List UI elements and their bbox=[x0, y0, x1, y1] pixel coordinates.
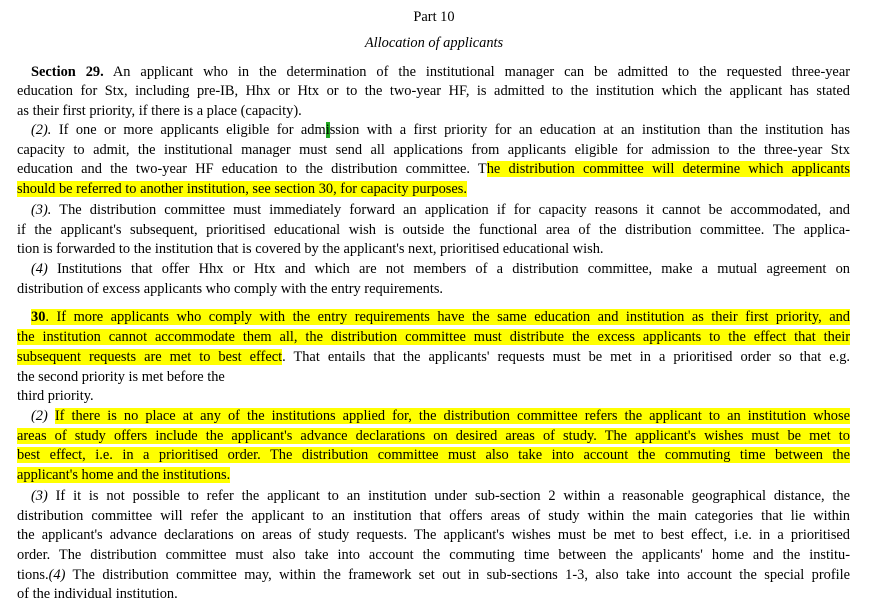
section30-p3-line-1 bbox=[31, 487, 850, 506]
section30-p3-l5a: tions. bbox=[17, 567, 49, 583]
section30-p1-l3b: . That entails that the applicants' requests must be met in a prioritised order so that e.g. bbox=[282, 349, 851, 365]
highlight-29-2a: he distribution committee will determine which applicants bbox=[486, 161, 850, 177]
section30-line-3 bbox=[17, 348, 850, 367]
section29-line-2: education for Stx, including pre-IB, Hhx or Htx or to the two-year HF, is admitted to the institution which the applicant has stated bbox=[17, 83, 850, 99]
section29-p4-line-1 bbox=[31, 260, 850, 279]
section29-p2-line-4 bbox=[17, 180, 467, 199]
highlight-30-2c: best effect, i.e. in a prioritised order. The distribution committee must also take into account the commuting time between the bbox=[17, 447, 850, 463]
section30-line-2 bbox=[17, 328, 850, 347]
section30-p2-line-1 bbox=[31, 407, 850, 426]
section30-p3-line-5 bbox=[17, 566, 850, 585]
section30-p2-line-4 bbox=[17, 466, 230, 485]
section30-line-5: third priority. bbox=[17, 388, 94, 404]
section29-p3-num: (3). bbox=[31, 202, 52, 218]
section29-p2-line-1 bbox=[31, 121, 850, 140]
part-subtitle-text: Allocation of applicants bbox=[364, 35, 504, 51]
section30-p3-line-6: of the individual institution. bbox=[17, 586, 178, 602]
section30-line-1 bbox=[31, 308, 850, 327]
section30-line-4: the second priority is met before the bbox=[17, 369, 225, 385]
section30-p2-num: (2) bbox=[31, 408, 48, 424]
section29-p3-line-1 bbox=[31, 201, 850, 220]
section30-p3-line-3: the applicant's advance declarations on areas of study requests. The applicant's wishes must be met to best effect, i.e. in a prioritised bbox=[17, 527, 850, 543]
section29-p2-line-3 bbox=[17, 160, 850, 179]
highlight-29-2b: should be referred to another institution, see section 30, for capacity purposes. bbox=[17, 181, 467, 197]
section30-p2-line-3 bbox=[17, 446, 850, 465]
section30-p2-line-2 bbox=[17, 427, 850, 446]
section29-p3-line-2: if the applicant's subsequent, prioritised educational wish is outside the functional area of the distribution committee. The applica- bbox=[17, 222, 850, 238]
section30-p3-line-4: order. The distribution committee must also take into account the commuting time between the applicants' home and the institu- bbox=[17, 547, 850, 563]
section29-p4-num: (4) bbox=[31, 261, 48, 277]
part-heading: Part 10 bbox=[413, 9, 455, 25]
highlight-30-2d: applicant's home and the institutions. bbox=[17, 467, 231, 483]
section29-line-3: as their first priority, if there is a place (capacity). bbox=[17, 103, 302, 119]
highlight-30-2a: If there is no place at any of the institutions applied for, the distribution committee refers the applicant to an institution whose bbox=[54, 408, 850, 424]
section29-p1-l1: An applicant who in the determination of the institutional manager can be admitted to the requested three-year bbox=[112, 64, 850, 80]
section30-p3-l1: If it is not possible to refer the applicant to an institution under sub-section 2 within a reasonable geographical distance, the bbox=[55, 488, 850, 504]
highlight-30-1a: . If more applicants who comply with the entry requirements have the same education and institution as their first priority, and bbox=[45, 309, 850, 325]
section29-p3-l1: The distribution committee must immediately forward an application if for capacity reasons it cannot be accommodated, and bbox=[59, 202, 850, 218]
section30-p3-line-2: distribution committee will refer the applicant to an institution that offers areas of study within the main categories that lie within bbox=[17, 508, 850, 524]
section29-p2-l1b: ssion with a first priority for an education at an institution than the institution has bbox=[329, 122, 850, 138]
section29-p4-line-2: distribution of excess applicants who comply with the entry requirements. bbox=[17, 281, 444, 297]
section29-p2-line-2: capacity to admit, the institutional manager must send all applications from applicants eligible for admission to the three-year Stx bbox=[17, 142, 850, 158]
section29-p4-l1: Institutions that offer Hhx or Htx and which are not members of a distribution committee, make a mutual agreement on bbox=[57, 261, 850, 277]
section30-p3-num: (3) bbox=[31, 488, 48, 504]
section29-p2-l3a: education and the two-year HF education to the distribution committee. T bbox=[17, 161, 487, 177]
section30-p4-num: (4) bbox=[48, 567, 66, 583]
part-subtitle bbox=[0, 35, 868, 52]
section30-p3-l5b: The distribution committee may, within the framework set out in sub-sections 1-3, also take into account the special profile bbox=[72, 567, 850, 583]
section29-line-1 bbox=[31, 63, 850, 82]
section29-label: Section 29. bbox=[31, 64, 104, 80]
section30-label: 30 bbox=[31, 309, 46, 325]
highlight-30-1c: subsequent requests are met to best effect bbox=[17, 349, 283, 365]
section29-p3-line-3: tion is forwarded to the institution that is covered by the applicant's next, prioritised educational wish. bbox=[17, 241, 604, 257]
text-cursor-marker: i bbox=[325, 122, 330, 138]
section29-p2-num: (2). bbox=[31, 122, 52, 138]
section29-p2-l1a: If one or more applicants eligible for adm bbox=[58, 122, 326, 138]
highlight-30-2b: areas of study offers include the applicant's advance declarations on desired areas of study. The applicant's wishes must be met to bbox=[17, 428, 850, 444]
highlight-30-1b: the institution cannot accommodate them all, the distribution committee must distribute the excess applicants to the effect that their bbox=[17, 329, 850, 345]
